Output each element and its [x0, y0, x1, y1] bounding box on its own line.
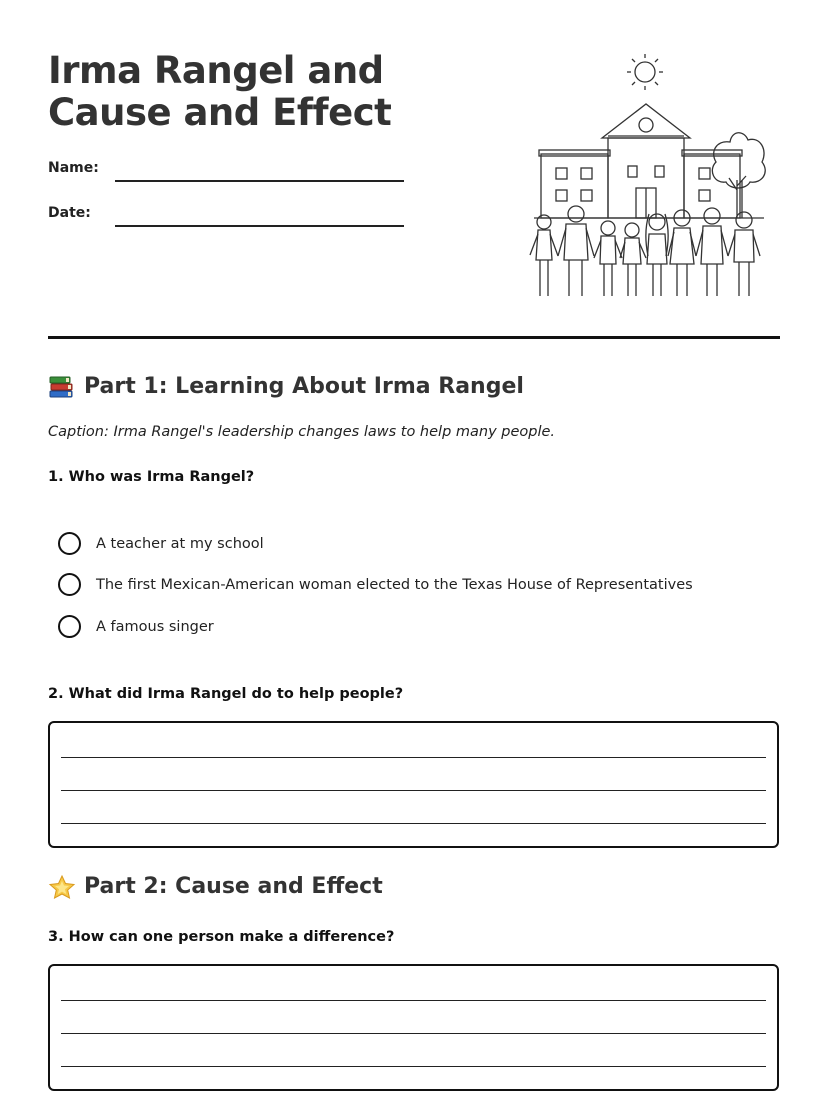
q1-option-1[interactable]	[58, 532, 264, 555]
answer-line	[61, 1033, 766, 1034]
q1-option-3[interactable]	[58, 615, 214, 638]
q3-answer-box[interactable]	[48, 964, 779, 1091]
worksheet-title: Irma Rangel and Cause and Effect	[48, 49, 392, 134]
question-1: 1. Who was Irma Rangel?	[48, 469, 255, 485]
radio-circle[interactable]	[58, 573, 81, 596]
children-group-icon	[530, 206, 760, 296]
q2-answer-box[interactable]	[48, 721, 779, 848]
section-divider	[48, 336, 780, 339]
question-3: 3. How can one person make a difference?	[48, 929, 395, 945]
radio-circle[interactable]	[58, 532, 81, 555]
books-icon	[48, 375, 76, 399]
sun-icon	[627, 54, 663, 90]
part1-heading	[48, 374, 524, 399]
answer-line	[61, 823, 766, 824]
part2-heading	[48, 874, 383, 899]
name-field-line[interactable]	[115, 180, 404, 182]
name-label: Name:	[48, 160, 99, 176]
school-building-icon	[539, 104, 742, 218]
answer-line	[61, 1000, 766, 1001]
part2-heading-text: Part 2: Cause and Effect	[84, 874, 383, 899]
option-label: A famous singer	[96, 618, 214, 635]
answer-line	[61, 1066, 766, 1067]
q1-option-2[interactable]	[58, 573, 693, 596]
date-label: Date:	[48, 205, 91, 221]
option-label: A teacher at my school	[96, 535, 264, 552]
option-label: The first Mexican-American woman elected to the Texas House of Representatives	[96, 576, 693, 593]
part1-heading-text: Part 1: Learning About Irma Rangel	[84, 374, 524, 399]
star-icon	[48, 875, 76, 899]
date-field-line[interactable]	[115, 225, 404, 227]
question-2: 2. What did Irma Rangel do to help people?	[48, 686, 404, 702]
radio-circle[interactable]	[58, 615, 81, 638]
answer-line	[61, 757, 766, 758]
answer-line	[61, 790, 766, 791]
tree-icon	[712, 133, 765, 218]
school-children-illustration	[524, 50, 774, 306]
caption-text: Caption: Irma Rangel's leadership changes laws to help many people.	[48, 424, 556, 440]
